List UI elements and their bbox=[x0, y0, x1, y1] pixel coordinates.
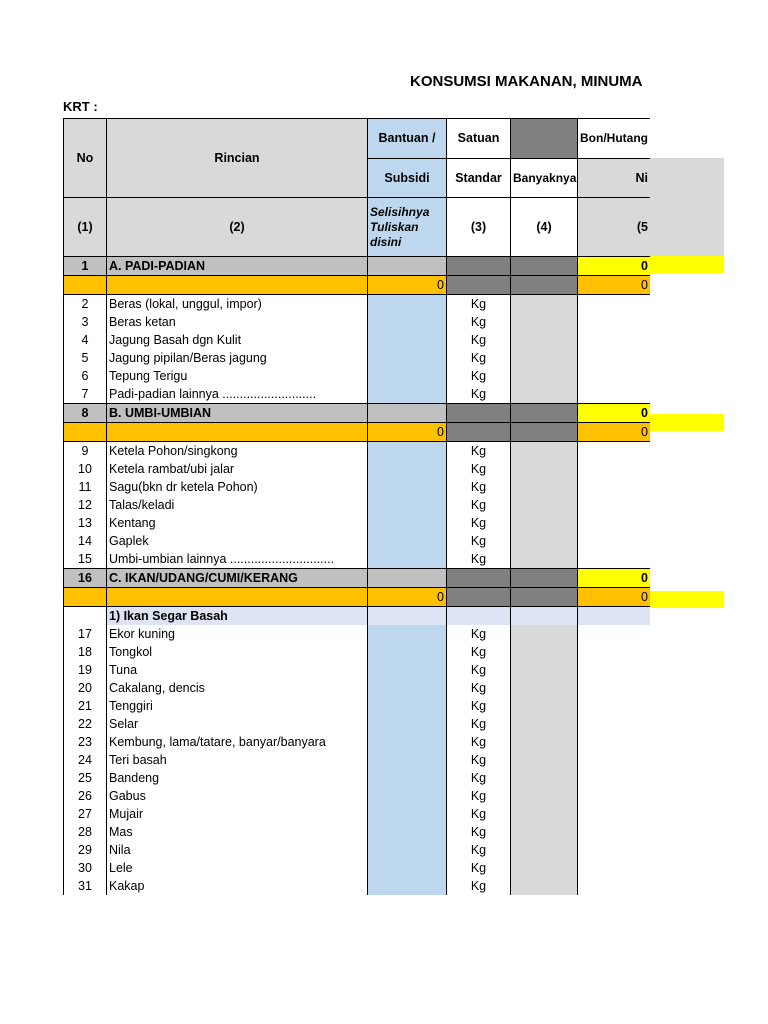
row-bantuan[interactable] bbox=[368, 805, 447, 823]
row-nilai[interactable] bbox=[578, 514, 651, 532]
row-rincian bbox=[107, 588, 368, 607]
row-satuan: Kg bbox=[447, 295, 511, 314]
row-rincian: Bandeng bbox=[107, 769, 368, 787]
row-nilai[interactable] bbox=[578, 496, 651, 514]
row-banyaknya[interactable] bbox=[511, 697, 578, 715]
row-banyaknya[interactable] bbox=[511, 460, 578, 478]
row-bantuan[interactable] bbox=[368, 442, 447, 461]
row-satuan bbox=[447, 257, 511, 276]
row-satuan bbox=[447, 588, 511, 607]
row-bantuan[interactable] bbox=[368, 661, 447, 679]
row-nilai[interactable] bbox=[578, 697, 651, 715]
row-no: 29 bbox=[64, 841, 107, 859]
row-bantuan[interactable] bbox=[368, 715, 447, 733]
table-row bbox=[64, 442, 651, 461]
row-bantuan: 0 bbox=[368, 423, 447, 442]
table-row bbox=[64, 295, 651, 314]
row-nilai[interactable] bbox=[578, 679, 651, 697]
row-nilai[interactable] bbox=[578, 442, 651, 461]
row-no: 6 bbox=[64, 367, 107, 385]
row-bantuan bbox=[368, 257, 447, 276]
row-satuan: Kg bbox=[447, 349, 511, 367]
row-nilai: 0 bbox=[578, 423, 651, 442]
row-nilai[interactable] bbox=[578, 625, 651, 643]
table-row bbox=[64, 460, 651, 478]
row-nilai[interactable] bbox=[578, 715, 651, 733]
table-row bbox=[64, 367, 651, 385]
row-bantuan[interactable] bbox=[368, 385, 447, 404]
row-nilai: 0 bbox=[578, 404, 651, 423]
header-satuan: Satuan bbox=[447, 119, 511, 159]
table-body bbox=[64, 257, 651, 896]
header-selisih-note: Selisihnya Tuliskan disini bbox=[368, 198, 447, 257]
row-rincian: Tuna bbox=[107, 661, 368, 679]
row-rincian: Tongkol bbox=[107, 643, 368, 661]
row-bantuan[interactable] bbox=[368, 625, 447, 643]
row-bantuan[interactable] bbox=[368, 313, 447, 331]
row-no: 20 bbox=[64, 679, 107, 697]
row-satuan: Kg bbox=[447, 679, 511, 697]
row-bantuan: 0 bbox=[368, 276, 447, 295]
row-rincian: Beras ketan bbox=[107, 313, 368, 331]
row-banyaknya[interactable] bbox=[511, 532, 578, 550]
row-rincian: A. PADI-PADIAN bbox=[107, 257, 368, 276]
table-row bbox=[64, 423, 651, 442]
table-row bbox=[64, 514, 651, 532]
row-banyaknya[interactable] bbox=[511, 643, 578, 661]
row-banyaknya bbox=[511, 569, 578, 588]
row-no bbox=[64, 588, 107, 607]
row-nilai[interactable] bbox=[578, 367, 651, 385]
row-rincian: Teri basah bbox=[107, 751, 368, 769]
row-banyaknya bbox=[511, 588, 578, 607]
row-no: 2 bbox=[64, 295, 107, 314]
table-row bbox=[64, 751, 651, 769]
consumption-table-area bbox=[63, 118, 650, 942]
row-no: 18 bbox=[64, 643, 107, 661]
table-row bbox=[64, 733, 651, 751]
row-no: 1 bbox=[64, 257, 107, 276]
table-row bbox=[64, 661, 651, 679]
row-bantuan[interactable] bbox=[368, 349, 447, 367]
header-no: No bbox=[64, 119, 107, 198]
row-banyaknya[interactable] bbox=[511, 859, 578, 877]
table-row bbox=[64, 823, 651, 841]
row-satuan: Kg bbox=[447, 715, 511, 733]
row-satuan bbox=[447, 404, 511, 423]
row-nilai[interactable] bbox=[578, 460, 651, 478]
row-rincian: Tepung Terigu bbox=[107, 367, 368, 385]
row-rincian: Umbi-umbian lainnya .............................. bbox=[107, 550, 368, 569]
row-no: 4 bbox=[64, 331, 107, 349]
header-col-2: (2) bbox=[107, 198, 368, 257]
row-no: 3 bbox=[64, 313, 107, 331]
table-row bbox=[64, 715, 651, 733]
row-satuan: Kg bbox=[447, 625, 511, 643]
header-col-4: (4) bbox=[511, 198, 578, 257]
row-satuan: Kg bbox=[447, 859, 511, 877]
row-banyaknya[interactable] bbox=[511, 877, 578, 895]
row-no: 12 bbox=[64, 496, 107, 514]
header-col-5: (5 bbox=[578, 198, 651, 257]
row-no: 28 bbox=[64, 823, 107, 841]
row-banyaknya[interactable] bbox=[511, 625, 578, 643]
row-nilai[interactable] bbox=[578, 859, 651, 877]
table-row bbox=[64, 331, 651, 349]
row-no: 9 bbox=[64, 442, 107, 461]
row-nilai[interactable] bbox=[578, 661, 651, 679]
table-row bbox=[64, 385, 651, 404]
row-banyaknya[interactable] bbox=[511, 715, 578, 733]
row-satuan: Kg bbox=[447, 751, 511, 769]
total-highlight bbox=[650, 414, 724, 431]
row-banyaknya bbox=[511, 404, 578, 423]
row-no: 7 bbox=[64, 385, 107, 404]
row-no bbox=[64, 607, 107, 626]
row-banyaknya[interactable] bbox=[511, 331, 578, 349]
table-row bbox=[64, 532, 651, 550]
row-no: 27 bbox=[64, 805, 107, 823]
row-rincian: Cakalang, dencis bbox=[107, 679, 368, 697]
header-overflow-block bbox=[650, 158, 724, 256]
sheet-title: KONSUMSI MAKANAN, MINUMA bbox=[410, 73, 643, 90]
row-banyaknya[interactable] bbox=[511, 385, 578, 404]
row-nilai[interactable] bbox=[578, 823, 651, 841]
row-rincian: Sagu(bkn dr ketela Pohon) bbox=[107, 478, 368, 496]
row-no: 8 bbox=[64, 404, 107, 423]
row-nilai[interactable] bbox=[578, 532, 651, 550]
row-no: 31 bbox=[64, 877, 107, 895]
row-bantuan[interactable] bbox=[368, 496, 447, 514]
row-rincian: Jagung Basah dgn Kulit bbox=[107, 331, 368, 349]
row-banyaknya[interactable] bbox=[511, 805, 578, 823]
table-row bbox=[64, 607, 651, 626]
row-banyaknya[interactable] bbox=[511, 787, 578, 805]
table-row bbox=[64, 787, 651, 805]
header-banyaknya: Banyaknya bbox=[511, 158, 578, 198]
row-satuan: Kg bbox=[447, 841, 511, 859]
row-rincian: Gabus bbox=[107, 787, 368, 805]
row-nilai[interactable] bbox=[578, 751, 651, 769]
row-banyaknya[interactable] bbox=[511, 442, 578, 461]
row-rincian: Mas bbox=[107, 823, 368, 841]
row-nilai[interactable] bbox=[578, 733, 651, 751]
header-subsidi: Subsidi bbox=[368, 158, 447, 198]
row-no: 10 bbox=[64, 460, 107, 478]
row-banyaknya[interactable] bbox=[511, 349, 578, 367]
row-satuan: Kg bbox=[447, 331, 511, 349]
row-rincian: Ketela Pohon/singkong bbox=[107, 442, 368, 461]
row-banyaknya[interactable] bbox=[511, 751, 578, 769]
row-banyaknya[interactable] bbox=[511, 496, 578, 514]
row-satuan bbox=[447, 276, 511, 295]
row-banyaknya[interactable] bbox=[511, 478, 578, 496]
row-satuan: Kg bbox=[447, 877, 511, 895]
table-row bbox=[64, 679, 651, 697]
header-standar: Standar bbox=[447, 158, 511, 198]
row-bantuan[interactable] bbox=[368, 697, 447, 715]
row-nilai[interactable] bbox=[578, 385, 651, 404]
krt-label: KRT : bbox=[63, 99, 98, 114]
row-bantuan[interactable] bbox=[368, 733, 447, 751]
row-no: 11 bbox=[64, 478, 107, 496]
row-rincian bbox=[107, 423, 368, 442]
row-banyaknya[interactable] bbox=[511, 679, 578, 697]
row-rincian: Mujair bbox=[107, 805, 368, 823]
row-rincian: Lele bbox=[107, 859, 368, 877]
row-satuan bbox=[447, 423, 511, 442]
row-nilai[interactable] bbox=[578, 550, 651, 569]
table-row bbox=[64, 643, 651, 661]
row-satuan: Kg bbox=[447, 823, 511, 841]
row-satuan: Kg bbox=[447, 313, 511, 331]
row-no: 16 bbox=[64, 569, 107, 588]
row-satuan: Kg bbox=[447, 514, 511, 532]
header-bantuan: Bantuan / bbox=[368, 119, 447, 159]
row-satuan: Kg bbox=[447, 532, 511, 550]
row-bantuan[interactable] bbox=[368, 460, 447, 478]
row-nilai: 0 bbox=[578, 276, 651, 295]
row-nilai[interactable] bbox=[578, 331, 651, 349]
row-rincian: Nila bbox=[107, 841, 368, 859]
total-highlight bbox=[650, 256, 724, 273]
row-bantuan[interactable] bbox=[368, 331, 447, 349]
table-row bbox=[64, 841, 651, 859]
row-bantuan[interactable] bbox=[368, 823, 447, 841]
row-satuan: Kg bbox=[447, 769, 511, 787]
row-banyaknya[interactable] bbox=[511, 769, 578, 787]
table-row bbox=[64, 625, 651, 643]
row-nilai[interactable] bbox=[578, 805, 651, 823]
row-nilai[interactable] bbox=[578, 478, 651, 496]
row-rincian: Kakap bbox=[107, 877, 368, 895]
row-bantuan bbox=[368, 607, 447, 626]
row-bantuan[interactable] bbox=[368, 367, 447, 385]
row-banyaknya bbox=[511, 257, 578, 276]
table-row bbox=[64, 496, 651, 514]
header-rincian: Rincian bbox=[107, 119, 368, 198]
table-row bbox=[64, 877, 651, 895]
row-rincian: 1) Ikan Segar Basah bbox=[107, 607, 368, 626]
row-nilai[interactable] bbox=[578, 769, 651, 787]
table-row bbox=[64, 257, 651, 276]
row-rincian: Ekor kuning bbox=[107, 625, 368, 643]
row-bantuan[interactable] bbox=[368, 859, 447, 877]
row-banyaknya[interactable] bbox=[511, 313, 578, 331]
header-blank bbox=[511, 119, 578, 159]
row-rincian: Gaplek bbox=[107, 532, 368, 550]
row-banyaknya[interactable] bbox=[511, 367, 578, 385]
row-bantuan[interactable] bbox=[368, 295, 447, 314]
row-banyaknya[interactable] bbox=[511, 733, 578, 751]
row-nilai[interactable] bbox=[578, 643, 651, 661]
header-col-1: (1) bbox=[64, 198, 107, 257]
row-bantuan[interactable] bbox=[368, 751, 447, 769]
row-satuan: Kg bbox=[447, 805, 511, 823]
row-no: 24 bbox=[64, 751, 107, 769]
table-row bbox=[64, 313, 651, 331]
consumption-table bbox=[63, 118, 650, 895]
row-nilai[interactable] bbox=[578, 841, 651, 859]
header-nilai: Ni bbox=[578, 158, 651, 198]
row-satuan: Kg bbox=[447, 643, 511, 661]
row-rincian: Talas/keladi bbox=[107, 496, 368, 514]
row-satuan bbox=[447, 569, 511, 588]
row-rincian: Ketela rambat/ubi jalar bbox=[107, 460, 368, 478]
row-no: 5 bbox=[64, 349, 107, 367]
row-bantuan[interactable] bbox=[368, 532, 447, 550]
row-satuan: Kg bbox=[447, 385, 511, 404]
row-nilai: 0 bbox=[578, 588, 651, 607]
row-nilai bbox=[578, 607, 651, 626]
header-col-3: (3) bbox=[447, 198, 511, 257]
row-rincian: Beras (lokal, unggul, impor) bbox=[107, 295, 368, 314]
total-highlight bbox=[650, 591, 724, 608]
row-no: 14 bbox=[64, 532, 107, 550]
row-satuan: Kg bbox=[447, 478, 511, 496]
row-no: 13 bbox=[64, 514, 107, 532]
table-row bbox=[64, 697, 651, 715]
row-banyaknya bbox=[511, 607, 578, 626]
row-satuan: Kg bbox=[447, 550, 511, 569]
row-banyaknya[interactable] bbox=[511, 295, 578, 314]
row-banyaknya[interactable] bbox=[511, 514, 578, 532]
row-satuan: Kg bbox=[447, 697, 511, 715]
row-satuan: Kg bbox=[447, 661, 511, 679]
row-banyaknya bbox=[511, 276, 578, 295]
table-row bbox=[64, 478, 651, 496]
row-satuan: Kg bbox=[447, 460, 511, 478]
row-bantuan[interactable] bbox=[368, 787, 447, 805]
row-bantuan bbox=[368, 404, 447, 423]
row-rincian: Tenggiri bbox=[107, 697, 368, 715]
row-bantuan[interactable] bbox=[368, 514, 447, 532]
row-satuan: Kg bbox=[447, 787, 511, 805]
table-row bbox=[64, 276, 651, 295]
row-bantuan[interactable] bbox=[368, 643, 447, 661]
row-bantuan[interactable] bbox=[368, 769, 447, 787]
row-rincian: Padi-padian lainnya ........................... bbox=[107, 385, 368, 404]
row-no bbox=[64, 276, 107, 295]
row-no: 19 bbox=[64, 661, 107, 679]
row-nilai[interactable] bbox=[578, 313, 651, 331]
table-row bbox=[64, 588, 651, 607]
row-no bbox=[64, 423, 107, 442]
row-bantuan[interactable] bbox=[368, 841, 447, 859]
row-no: 23 bbox=[64, 733, 107, 751]
table-row bbox=[64, 404, 651, 423]
row-rincian: Kembung, lama/tatare, banyar/banyara bbox=[107, 733, 368, 751]
row-banyaknya[interactable] bbox=[511, 550, 578, 569]
row-no: 15 bbox=[64, 550, 107, 569]
row-no: 22 bbox=[64, 715, 107, 733]
row-rincian: B. UMBI-UMBIAN bbox=[107, 404, 368, 423]
row-nilai[interactable] bbox=[578, 787, 651, 805]
table-row bbox=[64, 805, 651, 823]
row-rincian: Selar bbox=[107, 715, 368, 733]
row-satuan: Kg bbox=[447, 442, 511, 461]
table-row bbox=[64, 550, 651, 569]
row-bantuan[interactable] bbox=[368, 877, 447, 895]
table-row bbox=[64, 569, 651, 588]
row-nilai[interactable] bbox=[578, 295, 651, 314]
row-satuan: Kg bbox=[447, 496, 511, 514]
table-row bbox=[64, 349, 651, 367]
row-no: 26 bbox=[64, 787, 107, 805]
row-banyaknya bbox=[511, 423, 578, 442]
header-bon-hutang: Bon/Hutang bbox=[578, 119, 651, 159]
row-banyaknya[interactable] bbox=[511, 823, 578, 841]
row-bantuan[interactable] bbox=[368, 550, 447, 569]
row-rincian: C. IKAN/UDANG/CUMI/KERANG bbox=[107, 569, 368, 588]
row-no: 21 bbox=[64, 697, 107, 715]
row-no: 25 bbox=[64, 769, 107, 787]
row-banyaknya[interactable] bbox=[511, 841, 578, 859]
row-nilai: 0 bbox=[578, 257, 651, 276]
row-bantuan: 0 bbox=[368, 588, 447, 607]
row-satuan: Kg bbox=[447, 367, 511, 385]
row-satuan bbox=[447, 607, 511, 626]
row-bantuan[interactable] bbox=[368, 679, 447, 697]
row-nilai[interactable] bbox=[578, 877, 651, 895]
row-no: 17 bbox=[64, 625, 107, 643]
row-banyaknya[interactable] bbox=[511, 661, 578, 679]
row-rincian bbox=[107, 276, 368, 295]
row-rincian: Jagung pipilan/Beras jagung bbox=[107, 349, 368, 367]
row-bantuan bbox=[368, 569, 447, 588]
row-nilai[interactable] bbox=[578, 349, 651, 367]
table-row bbox=[64, 769, 651, 787]
row-satuan: Kg bbox=[447, 733, 511, 751]
row-bantuan[interactable] bbox=[368, 478, 447, 496]
table-row bbox=[64, 859, 651, 877]
row-nilai: 0 bbox=[578, 569, 651, 588]
row-no: 30 bbox=[64, 859, 107, 877]
row-rincian: Kentang bbox=[107, 514, 368, 532]
